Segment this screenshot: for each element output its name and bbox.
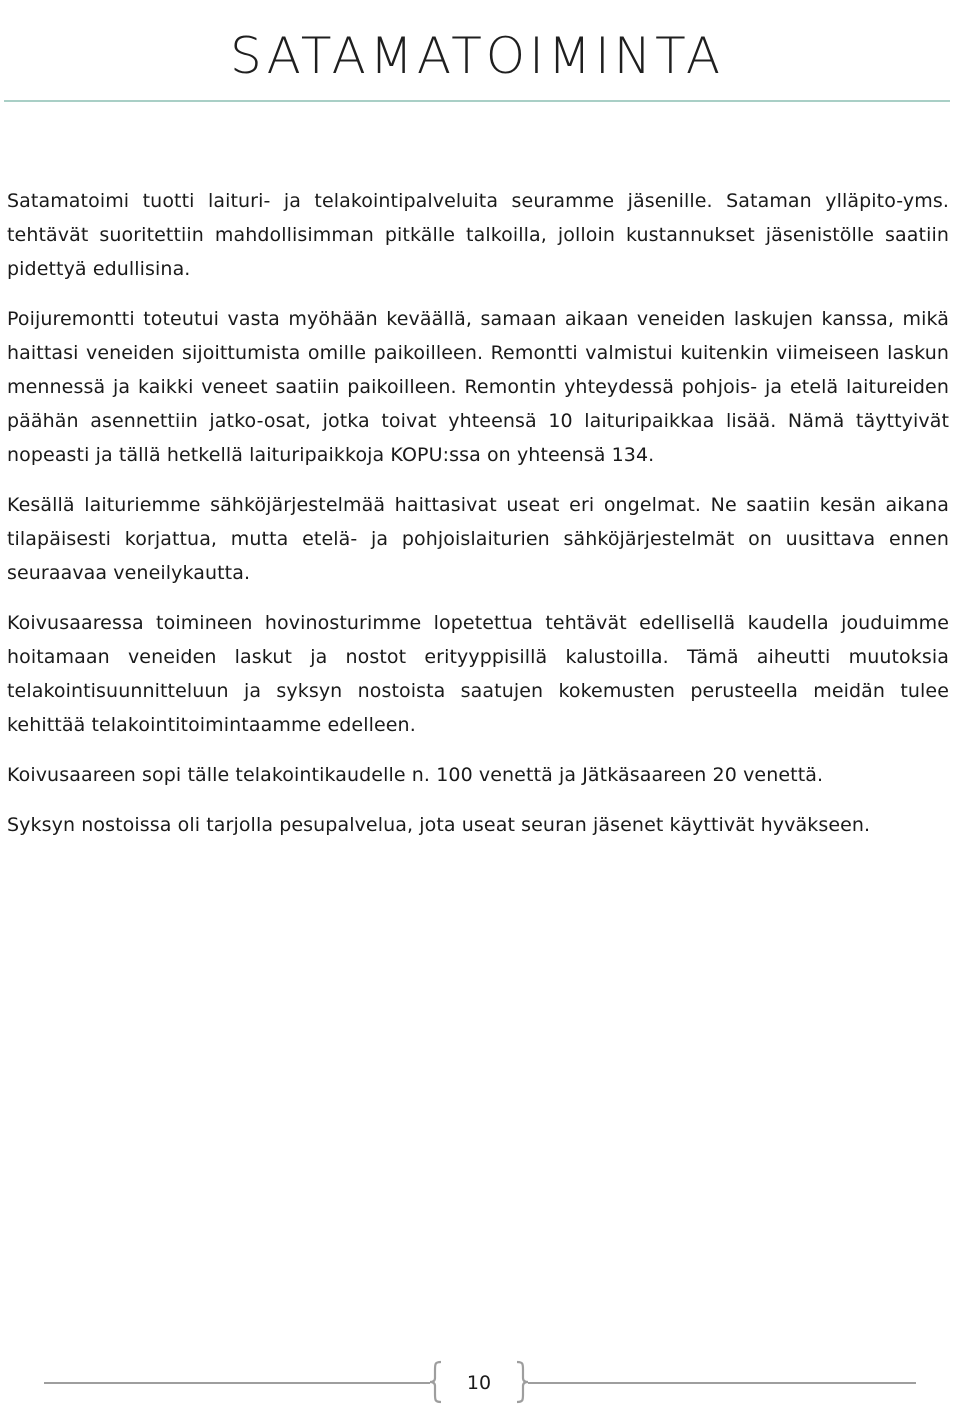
- paragraph-electrical: Kesällä laituriemme sähköjärjestelmää haittasivat useat eri ongelmat. Ne saatiin kesän aikana tilapäisesti korjattua, mutta etelä- ja pohjoislaiturien sähköjärjestelmät on uusittava ennen seuraavaa veneilykautta.: [7, 494, 949, 584]
- page-title: SATAMATOIMINTA: [229, 27, 725, 85]
- paragraph-intro: Satamatoimi tuotti laituri- ja telakointipalveluita seuramme jäsenille. Sataman ylläpito-yms. tehtävät suoritettiin mahdollisimman pitkälle talkoilla, jolloin kustannukset jäsenistölle saatiin pidettyä edullisina.: [7, 190, 949, 280]
- title-divider: [4, 100, 950, 102]
- footer-rule-left: [44, 1382, 430, 1384]
- paragraph-koivusaari-crane: Koivusaaressa toimineen hovinosturimme lopetettua tehtävät edellisellä kaudella jouduimme hoitamaan veneiden laskut ja nostot erityyppisillä kalustoilla. Tämä aiheutti muutoksia telakointisuunnitteluun ja syksyn nostoista saatujen kokemusten perusteella meidän tulee kehittää telakointitoimintaamme edelleen.: [7, 612, 949, 736]
- footer-rule-right: [528, 1382, 916, 1384]
- paragraph-boat-counts: Koivusaareen sopi tälle telakointikaudelle n. 100 venettä ja Jätkäsaareen 20 venettä.: [7, 764, 824, 786]
- footer-left-bracket-icon: [428, 1360, 444, 1404]
- document-body: [7, 184, 949, 858]
- page-number: 10: [466, 1372, 492, 1394]
- paragraph-washing-service: Syksyn nostoissa oli tarjolla pesupalvelua, jota useat seuran jäsenet käyttivät hyväkseen.: [7, 814, 871, 836]
- paragraph-buoy-renovation: Poijuremontti toteutui vasta myöhään keväällä, samaan aikaan veneiden laskujen kanssa, mikä haittasi veneiden sijoittumista omille paikoilleen. Remontti valmistui kuitenkin viimeiseen laskun mennessä ja kaikki veneet saatiin paikoilleen. Remontin yhteydessä pohjois- ja etelä laitureiden päähän asennettiin jatko-osat, jotka toivat yhteensä 10 laituripaikkaa lisää. Nämä täyttyivät nopeasti ja tällä hetkellä laituripaikkoja KOPU:ssa on yhteensä 134.: [7, 308, 949, 466]
- page-footer: [0, 1358, 960, 1408]
